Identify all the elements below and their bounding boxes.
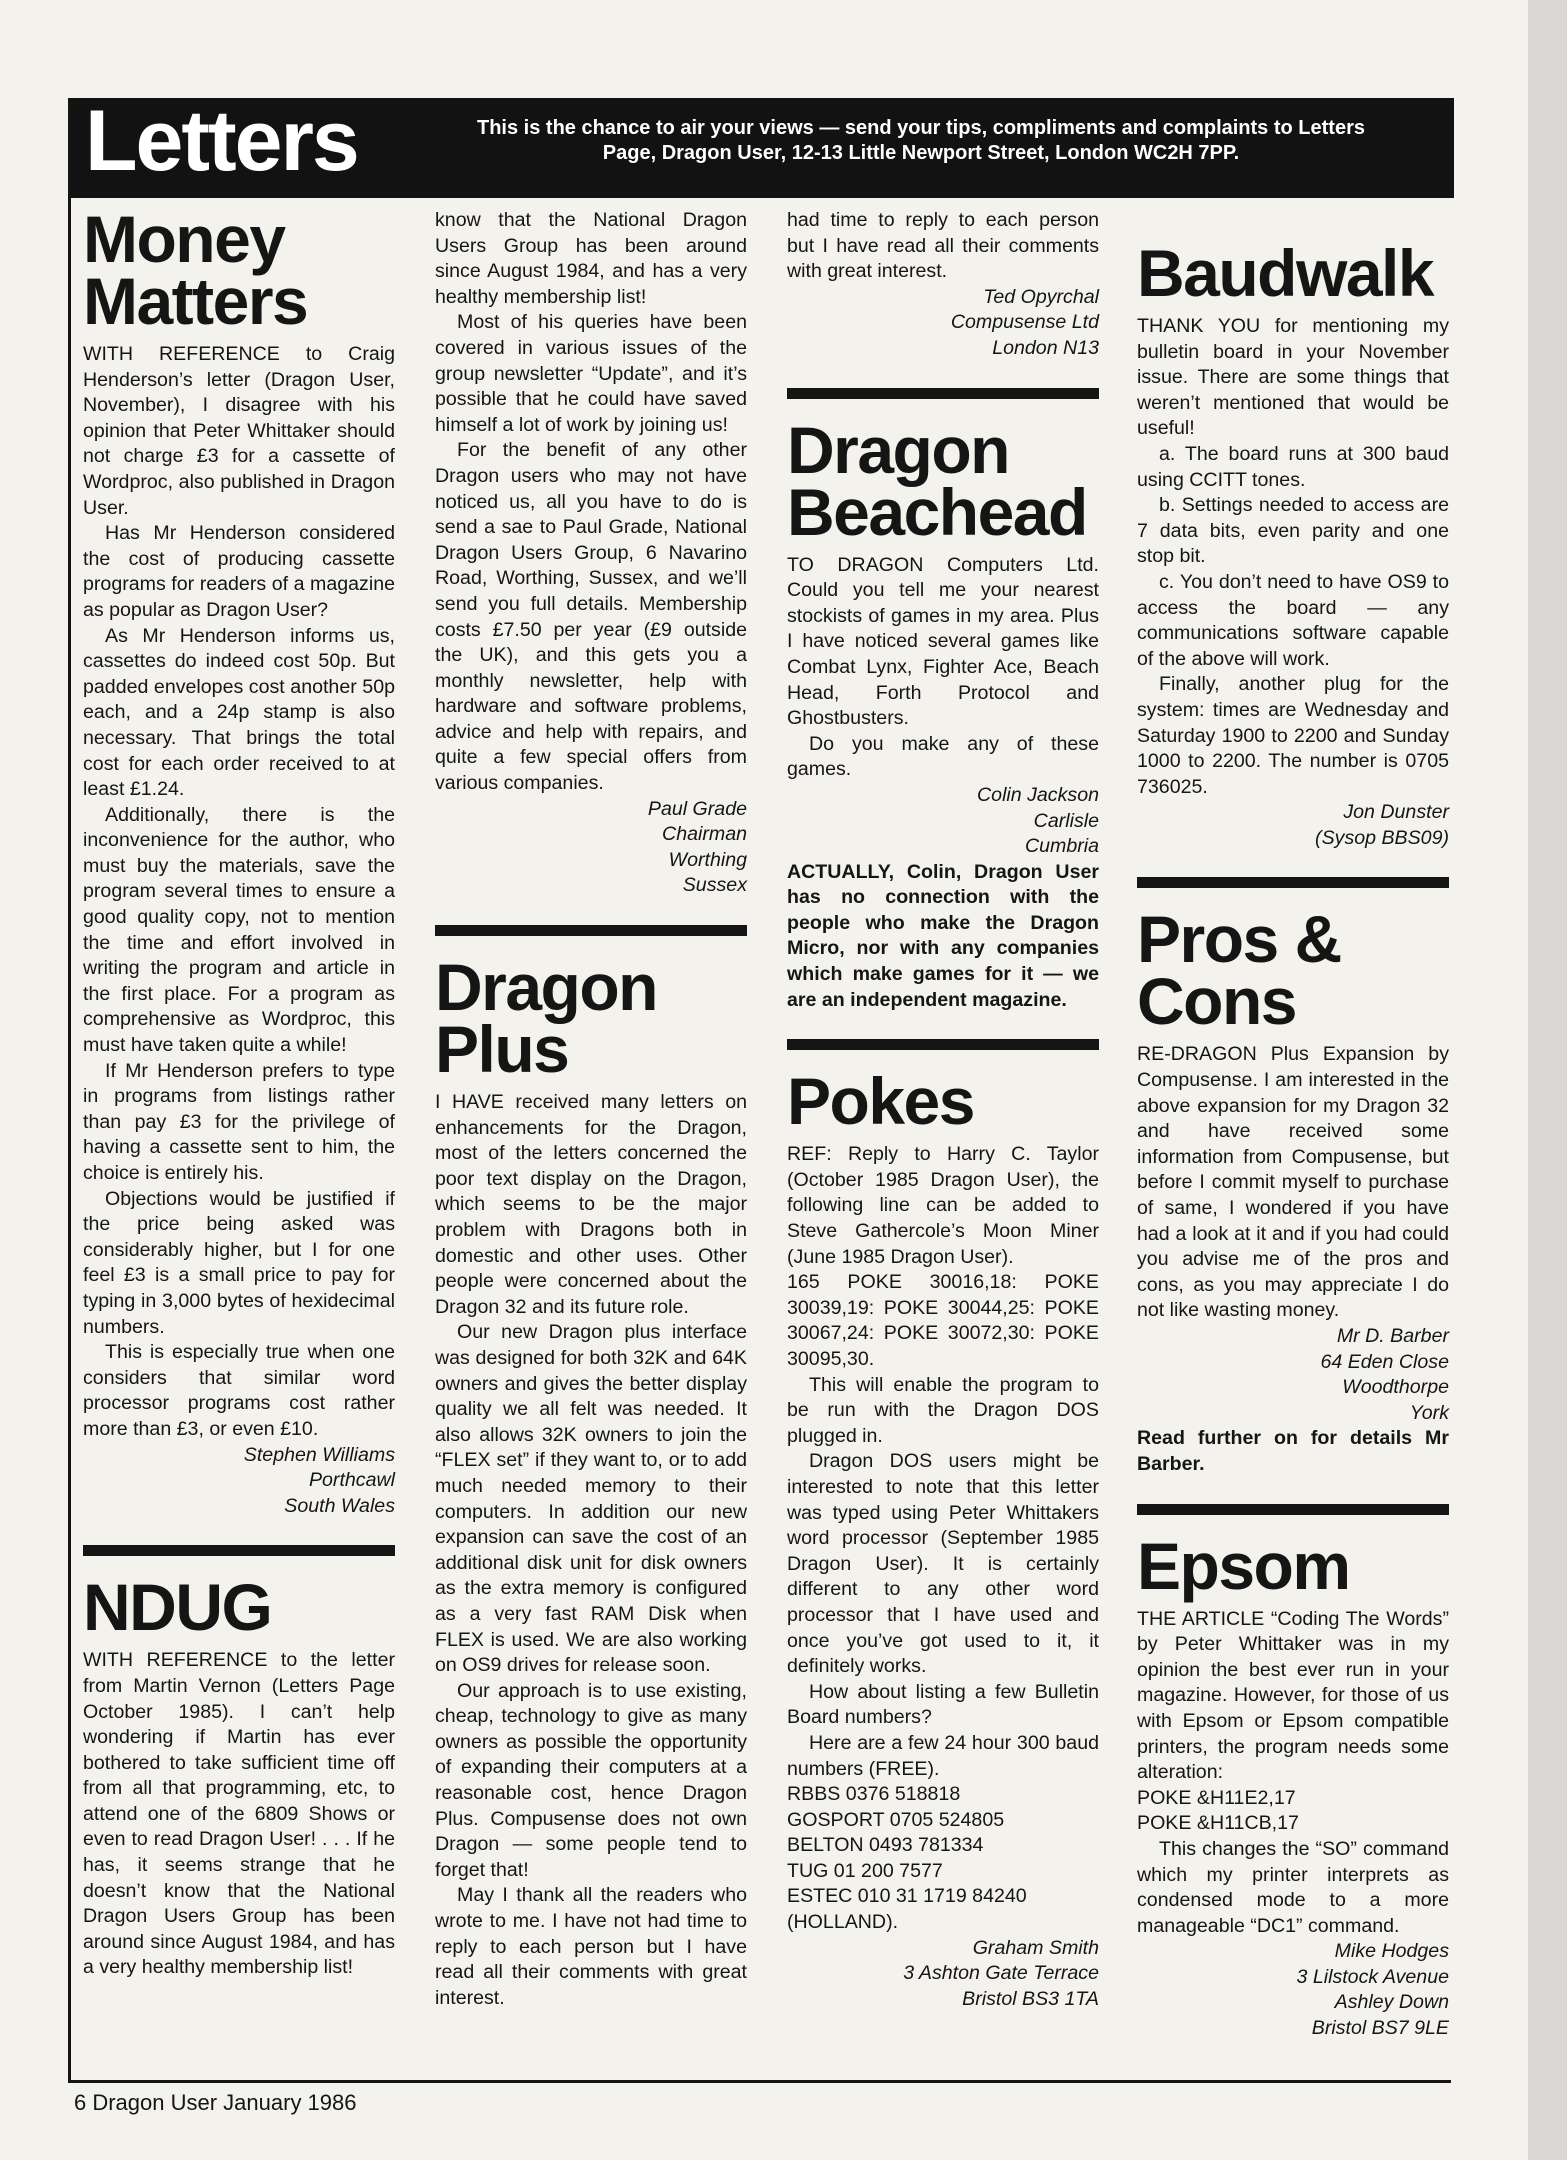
- signature-line: London N13: [992, 336, 1099, 359]
- letter-signature: [1137, 1324, 1449, 1426]
- signature-line: Worthing: [668, 848, 747, 871]
- signature-line: Chairman: [662, 823, 747, 846]
- letter-paragraph-continued: know that the National Dragon Users Group has been around since August 1984, and has a very healthy membership list!: [435, 209, 747, 308]
- letter-signature: [83, 1443, 395, 1520]
- letter-paragraph: Our new Dragon plus interface was designed for both 32K and 64K owners and gives the better display quality we all felt was needed. It also allows 32K owners to join the “FLEX set” if they want to, or to add much needed memory to their computers. In addition our new expansion can save the cost of an additional disk unit for disk owners as the extra memory is configured as a very fast RAM Disk when FLEX is used. We are also working on OS9 drives for release soon.: [435, 1321, 747, 1677]
- letter-paragraph: I HAVE received many letters on enhancements for the Dragon, most of the letters concerned the poor text display on the Dragon, which seems to be the major problem with Dragons both in domestic and other uses. Other people were concerned about the Dragon 32 and its future role.: [435, 1091, 747, 1318]
- letter-paragraph: TO DRAGON Computers Ltd. Could you tell me your nearest stockists of games in my area. Plus I have noticed several games like Combat Lynx, Fighter Ace, Beach Head, Forth Protocol and Ghostbusters.: [787, 553, 1099, 730]
- heading-line: Pros &: [1137, 902, 1341, 977]
- column-4: [1137, 208, 1449, 2042]
- signature-line: Carlisle: [1033, 809, 1099, 832]
- letter-paragraph: THANK YOU for mentioning my bulletin board in your November issue. There are some things that weren’t mentioned that would be useful!: [1137, 315, 1449, 440]
- signature-line: Woodthorpe: [1342, 1376, 1449, 1399]
- letter-paragraph: How about listing a few Bulletin Board numbers?: [787, 1680, 1099, 1729]
- letter-paragraph: This will enable the program to be run with the Dragon DOS plugged in.: [787, 1373, 1099, 1447]
- letter-heading-dragon-plus: [435, 950, 747, 1087]
- letters-page: [68, 93, 1451, 2083]
- letter-heading-money-matters: [83, 202, 395, 338]
- letter-paragraph: May I thank all the readers who wrote to me. I have not had time to reply to each person but I have read all their comments with great interest.: [435, 1884, 747, 2009]
- banner-intro: [401, 116, 1441, 166]
- signature-line: Porthcawl: [308, 1469, 395, 1492]
- letter-paragraph: Has Mr Henderson considered the cost of producing cassette programs for readers of a magazine as popular as Dragon User?: [83, 522, 395, 621]
- heading-line: Plus: [435, 1012, 569, 1087]
- letter-paragraph: Here are a few 24 hour 300 baud numbers (FREE).: [787, 1731, 1099, 1780]
- signature-line: Bristol BS3 1TA: [962, 1987, 1099, 2010]
- letter-paragraph: As Mr Henderson informs us, cassettes do indeed cost 50p. But padded envelopes cost another 50p each, and a 24p stamp is also necessary. That brings the total cost for each order received to at least £1.24.: [83, 624, 395, 801]
- bbs-entry: RBBS 0376 518818: [787, 1783, 961, 1806]
- column-2: [435, 208, 747, 2009]
- letter-paragraph: THE ARTICLE “Coding The Words” by Peter Whittaker was in my opinion the best ever run in your magazine. However, for those of us with Epsom or Epsom compatible printers, the program needs some alteration:: [1137, 1607, 1449, 1784]
- signature-line: 64 Eden Close: [1320, 1350, 1449, 1373]
- section-divider: [1137, 877, 1449, 888]
- letter-paragraph: Objections would be justified if the price being asked was considerably higher, but I for one feel £3 is a small price to pay for typing in 3,000 bytes of hexidecimal numbers.: [83, 1187, 395, 1338]
- heading-line: Dragon: [787, 412, 1009, 487]
- signature-line: Mr D. Barber: [1336, 1325, 1449, 1347]
- letters-banner: [71, 93, 1454, 198]
- signature-line: 3 Lilstock Avenue: [1296, 1965, 1449, 1988]
- signature-line: Graham Smith: [972, 1936, 1099, 1959]
- letter-paragraph: This is especially true when one considers that similar word processor programs cost rather more than £3, or even £10.: [83, 1341, 395, 1440]
- section-title: Letters: [85, 93, 358, 189]
- bbs-entry: GOSPORT 0705 524805: [787, 1808, 1005, 1831]
- letter-paragraph: a. The board runs at 300 baud using CCITT tones.: [1137, 442, 1449, 491]
- signature-line: Bristol BS7 9LE: [1311, 2017, 1449, 2040]
- bbs-entry: ESTEC 010 31 1719 84240: [787, 1885, 1027, 1908]
- signature-line: South Wales: [284, 1494, 395, 1517]
- letter-paragraph: REF: Reply to Harry C. Taylor (October 1985 Dragon User), the following line can be added to Steve Gathercole’s Moon Miner (June 1985 Dragon User).: [787, 1143, 1099, 1268]
- letter-paragraph: b. Settings needed to access are 7 data bits, even parity and one stop bit.: [1137, 494, 1449, 568]
- letter-paragraph: Our approach is to use existing, cheap, technology to give as many owners as possible the opportunity of expanding their computers at a reasonable cost, hence Dragon Plus. Compusense does not own Dragon — some people tend to forget that!: [435, 1679, 747, 1881]
- bbs-list: [787, 1782, 1099, 1936]
- letter-heading-dragon-beachead: [787, 412, 1099, 549]
- letter-signature: [1137, 800, 1449, 851]
- heading-line: Cons: [1137, 964, 1296, 1039]
- letter-paragraph-continued: had time to reply to each person but I have read all their comments with great interest.: [787, 209, 1099, 283]
- code-line: POKE &H11E2,17: [1137, 1786, 1296, 1809]
- banner-intro-line: Page, Dragon User, 12-13 Little Newport Street, London WC2H 7PP.: [602, 142, 1240, 164]
- code-line: POKE &H11CB,17: [1137, 1812, 1299, 1835]
- signature-line: Ted Opyrchal: [983, 285, 1099, 308]
- letter-paragraph: Do you make any of these games.: [787, 732, 1099, 781]
- signature-line: Paul Grade: [647, 797, 747, 820]
- letter-heading-pros-and-cons: [1137, 902, 1449, 1039]
- heading-line: Matters: [83, 264, 308, 338]
- section-divider: [1137, 1504, 1449, 1515]
- letter-paragraph: RE-DRAGON Plus Expansion by Compusense. I am interested in the above expansion for my Dragon 32 and have received some information from Compusense, but before I commit myself to purchase of same, I wondered if you have had a look at it and if you had could you advise me of the pros and cons, as you may appreciate I do not like wasting money.: [1137, 1043, 1449, 1322]
- letter-paragraph: Finally, another plug for the system: times are Wednesday and Saturday 1900 to 2200 and Sunday 1000 to 2200. The number is 0705 736025.: [1137, 673, 1449, 798]
- letter-paragraph: WITH REFERENCE to Craig Henderson’s letter (Dragon User, November), I disagree with his opinion that Peter Whittaker should not charge £3 for a cassette of Wordproc, also published in Dragon User.: [83, 343, 395, 519]
- letter-signature: [787, 285, 1099, 362]
- heading-line: Dragon: [435, 950, 657, 1025]
- signature-line: York: [1409, 1401, 1449, 1424]
- editor-reply: ACTUALLY, Colin, Dragon User has no connection with the people who make the Dragon Micro, nor with any companies which make games for it — we are an independent magazine.: [787, 860, 1099, 1011]
- signature-line: Sussex: [682, 874, 747, 897]
- signature-line: (Sysop BBS09): [1315, 826, 1449, 849]
- letter-heading-pokes: Pokes: [787, 1064, 974, 1139]
- column-3: [787, 208, 1099, 2012]
- letter-heading-baudwalk: Baudwalk: [1137, 236, 1434, 310]
- signature-line: Compusense Ltd: [950, 311, 1099, 334]
- letter-signature: [787, 1936, 1099, 2013]
- editor-reply: Read further on for details Mr Barber.: [1137, 1427, 1449, 1475]
- signature-line: Mike Hodges: [1334, 1940, 1449, 1963]
- letter-paragraph: If Mr Henderson prefers to type in programs from listings rather than pay £3 for the privilege of having a cassette sent to him, the choice is entirely his.: [83, 1059, 395, 1184]
- letter-signature: [435, 797, 747, 899]
- poke-listing: 165 POKE 30016,18: POKE 30039,19: POKE 30044,25: POKE 30067,24: POKE 30072,30: POKE 30095,30.: [787, 1271, 1099, 1370]
- heading-line: Money: [83, 202, 285, 276]
- bbs-entry: TUG 01 200 7577: [787, 1859, 943, 1882]
- letter-heading-ndug: NDUG: [83, 1570, 272, 1645]
- letter-paragraph: c. You don’t need to have OS9 to access the board — any communications software capable of the above will work.: [1137, 570, 1449, 670]
- page-edge-shadow: [1528, 0, 1567, 2160]
- signature-line: 3 Ashton Gate Terrace: [903, 1962, 1099, 1985]
- signature-line: Cumbria: [1024, 835, 1099, 858]
- signature-line: Jon Dunster: [1343, 801, 1449, 824]
- section-divider: [787, 1039, 1099, 1050]
- bbs-entry: (HOLLAND).: [787, 1911, 899, 1934]
- section-divider: [83, 1545, 395, 1556]
- section-divider: [787, 388, 1099, 399]
- column-1: [83, 202, 395, 1979]
- banner-intro-line: This is the chance to air your views — send your tips, compliments and complaints to Letters: [477, 117, 1365, 139]
- letter-paragraph: For the benefit of any other Dragon users who may not have noticed us, all you have to do is send a sae to Paul Grade, National Dragon Users Group, 6 Navarino Road, Worthing, Sussex, and we’ll send you full details. Membership costs £7.50 per year (£9 outside the UK), and this gets you a monthly newsletter, help with hardware and software problems, advice and help with repairs, and quite a few special offers from various companies.: [435, 439, 747, 795]
- letter-paragraph: This changes the “SO” command which my printer interprets as condensed mode to a more manageable “DC1” command.: [1137, 1837, 1449, 1937]
- signature-line: Stephen Williams: [243, 1443, 395, 1466]
- heading-line: Beachead: [787, 474, 1087, 549]
- letter-signature: [787, 783, 1099, 860]
- signature-line: Colin Jackson: [977, 783, 1099, 806]
- page-footer: 6 Dragon User January 1986: [74, 2090, 357, 2115]
- letter-paragraph: Dragon DOS users might be interested to note that this letter was typed using Peter Whittakers word processor (September 1985 Dragon User). It is certainly different to any other word processor that I have used and once you’ve got used to it, it definitely works.: [787, 1450, 1099, 1678]
- letter-signature: [1137, 1939, 1449, 2041]
- letter-paragraph: WITH REFERENCE to the letter from Martin Vernon (Letters Page October 1985). I can’t help wondering if Martin has ever bothered to take sufficient time off from all that programming, etc, to attend one of the 6809 Shows or even to read Dragon User! . . . If he has, it seems strange that he doesn’t know that the National Dragon Users Group has been around since August 1984, and has a very healthy membership list!: [83, 1649, 395, 1979]
- signature-line: Ashley Down: [1334, 1991, 1449, 2014]
- bbs-entry: BELTON 0493 781334: [787, 1834, 984, 1857]
- letter-heading-epsom: Epsom: [1137, 1528, 1350, 1603]
- section-divider: [435, 925, 747, 936]
- letter-paragraph: Additionally, there is the inconvenience for the author, who must buy the materials, save the program several times to ensure a good quality copy, not to mention the time and effort involved in writing the program and article in the first place. For a program as comprehensive as Wordproc, this must have taken quite a while!: [83, 803, 395, 1057]
- letter-paragraph: Most of his queries have been covered in various issues of the group newsletter “Update”, and it’s possible that he could have saved himself a lot of work by joining us!: [435, 311, 747, 436]
